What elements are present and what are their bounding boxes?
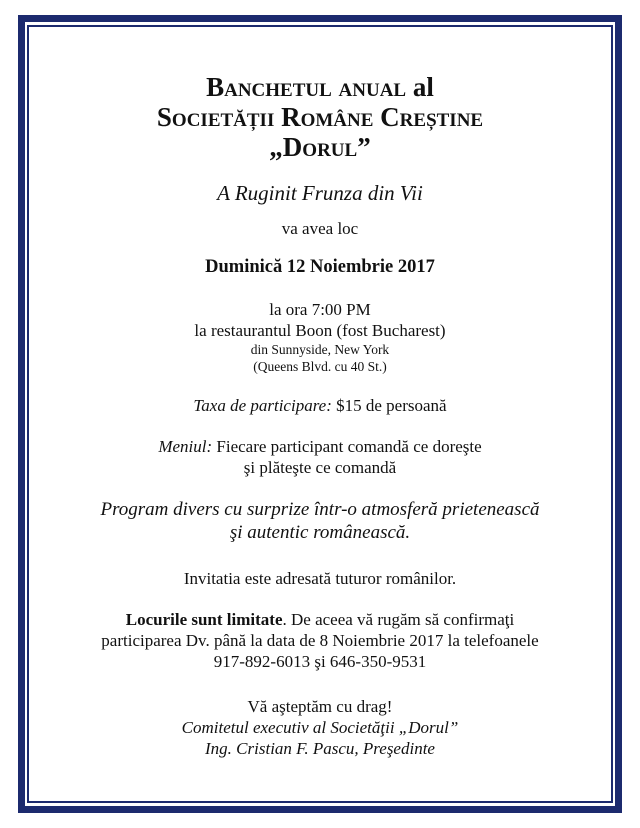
fee-label: Taxa de participare: [193,396,332,415]
rsvp-line-1 [40,609,600,630]
closing-committee: Comitetul executiv al Societăţii „Dorul” [181,718,459,737]
rsvp-phones: 917-892-6013 şi 646-350-9531 [213,652,427,671]
menu-text: Fiecare participant comandă ce doreşte [212,437,482,456]
menu-label: Meniul: [158,437,213,456]
title-line-3: „Dorul” [269,132,371,162]
event-subtitle: A Ruginit Frunza din Vii [217,181,423,205]
title-line-1 [40,72,600,102]
program-line-2: şi autentic românească. [229,522,411,543]
title-line-1-suffix: al [412,72,434,102]
program-line-1: Program divers cu surprize într-o atmosferă prietenească [100,499,540,520]
event-time: la ora 7:00 PM [269,300,371,319]
title-line-2: Societății Române Creștine [156,102,484,132]
menu-line-2: şi plăteşte ce comandă [243,458,397,477]
menu-line-1 [40,436,600,457]
rsvp-line-2: participarea Dv. până la data de 8 Noiembrie 2017 la telefoanele [101,631,539,650]
fee-line [40,395,600,416]
will-take-place: va avea loc [281,219,359,238]
event-restaurant: la restaurantul Boon (fost Bucharest) [194,321,446,340]
fee-value: $15 de persoană [331,396,447,415]
closing-president: Ing. Cristian F. Pascu, Preşedinte [205,739,435,758]
closing-line-1: Vă aşteptăm cu drag! [247,697,393,716]
rsvp-limited: Locurile sunt limitate [125,610,283,629]
rsvp-rest: . De aceea vă rugăm să confirmaţi [282,610,515,629]
title-line-1-main: Banchetul anual [206,72,407,102]
event-date: Duminică 12 Noiembrie 2017 [205,257,435,277]
title-block [40,72,600,162]
location-line-1: din Sunnyside, New York [250,342,390,357]
invitation-line: Invitatia este adresată tuturor românilor. [183,569,457,588]
invitation-document [40,72,600,759]
location-line-2: (Queens Blvd. cu 40 St.) [253,359,387,374]
